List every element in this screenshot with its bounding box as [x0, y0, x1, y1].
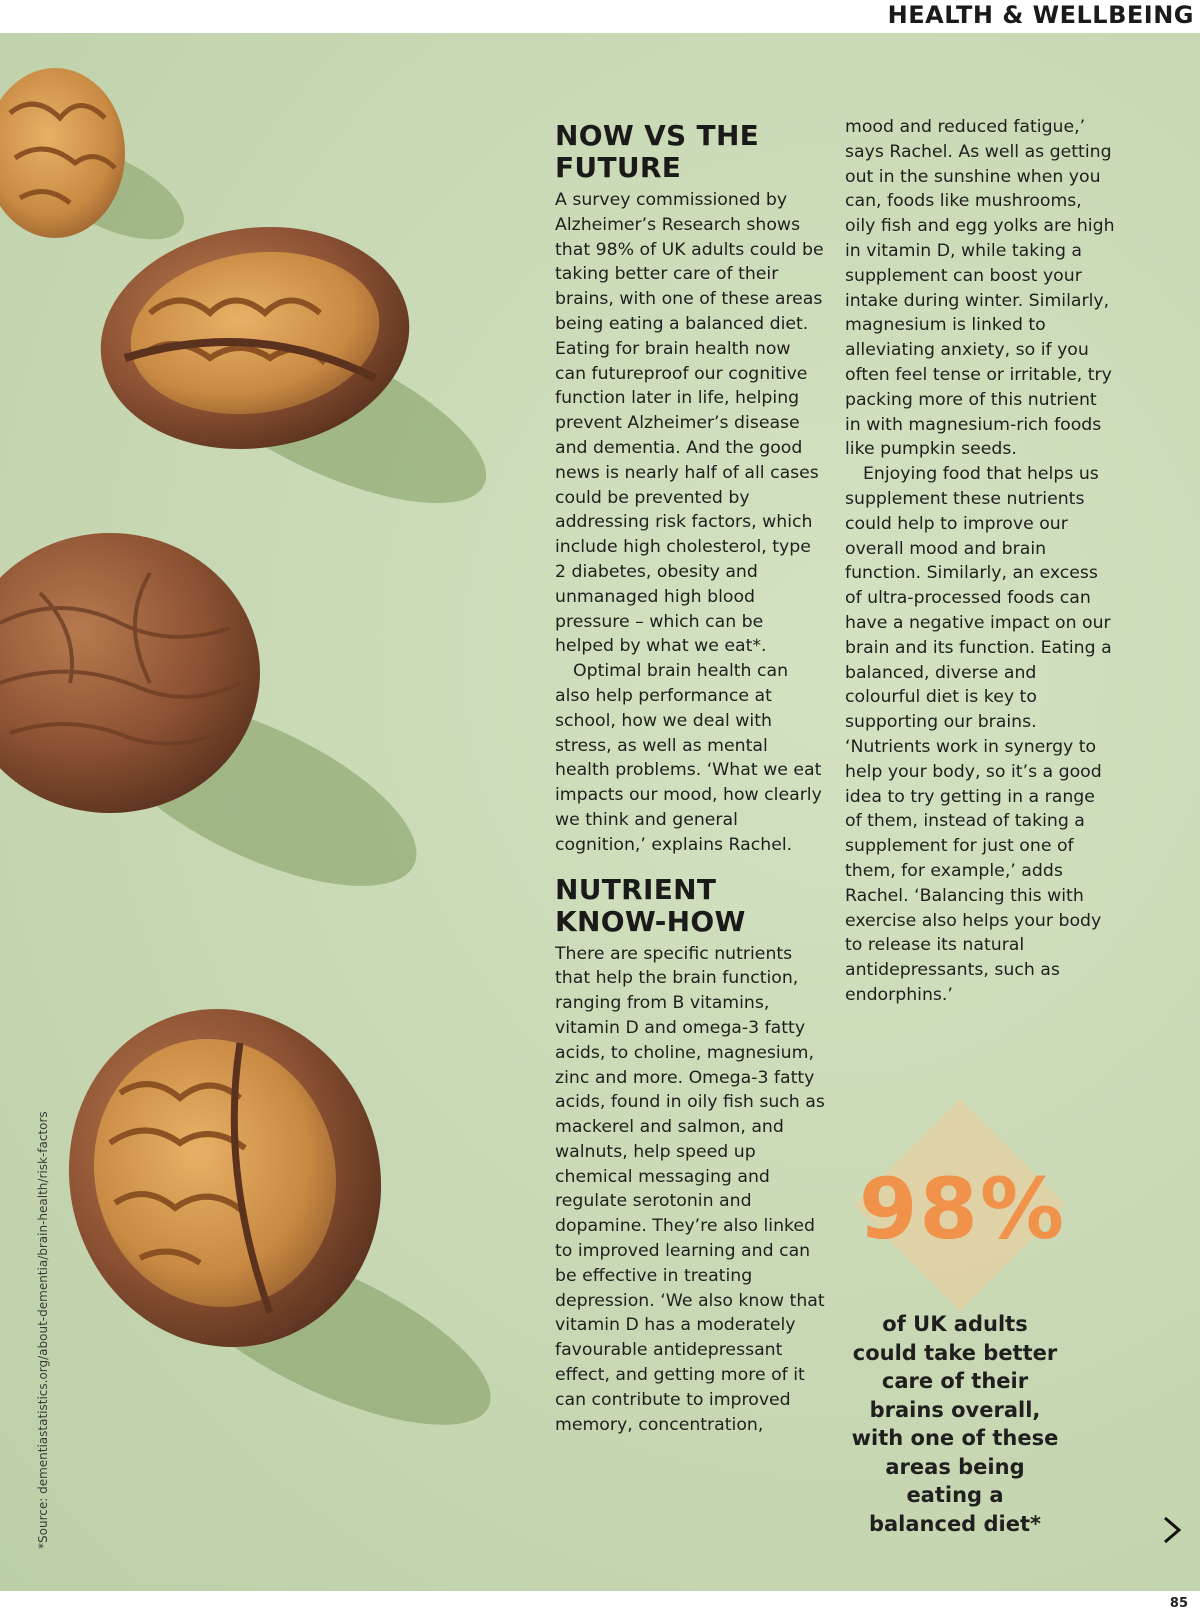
chevron-right-icon[interactable] [1160, 1515, 1184, 1545]
stat-callout [850, 1100, 1100, 1536]
stat-value: 98% [858, 1160, 1067, 1258]
paragraph: Optimal brain health can also help performance at school, how we deal with stress, as well as mental health problems. ‘What we eat impacts our mood, how clearly we think and general cognition,’ explains Rachel. [555, 661, 822, 855]
section-title: HEALTH & WELLBEING [887, 1, 1194, 29]
walnuts-photo [0, 33, 560, 1591]
paragraph: Enjoying food that helps us supplement these nutrients could help to improve our overall mood and brain function. Similarly, an excess of ultra-processed foods can have a negative impact on our brain and its function. Eating a balanced, diverse and colourful diet is key to supporting our brains. ‘Nutrients work in synergy to help your body, so it’s a good idea to try getting in a range of them, instead of taking a supplement for just one of them, for example,’ adds Rachel. ‘Balancing this with exercise also helps your body to release its natural antidepressants, such as endorphins.’ [845, 464, 1112, 1005]
heading-now-vs-future: NOW VS THE FUTURE [555, 119, 760, 184]
heading-nutrient-know-how: NUTRIENT KNOW-HOW [555, 872, 746, 938]
source-note: *Source: dementiastatistics.org/about-dementia/brain-health/risk-factors [36, 1111, 50, 1549]
stat-caption: of UK adults could take better care of their brains overall, with one of these areas being eating a balanced diet* [851, 1312, 1059, 1536]
page-number: 85 [1169, 1596, 1188, 1611]
article-column-left [555, 120, 827, 1437]
paragraph: A survey commissioned by Alzheimer’s Research shows that 98% of UK adults could be taking better care of their brains, with one of these areas being eating a balanced diet. Eating for brain health now can futureproof our cognitive function later in life, helping prevent Alzheimer’s disease and dementia. And the good news is nearly half of all cases could be prevented by addressing risk factors, which include high cholesterol, type 2 diabetes, obesity and unmanaged high blood pressure – which can be helped by what we eat*. [555, 190, 824, 657]
paragraph: There are specific nutrients that help the brain function, ranging from B vitamins, vitamin D and omega-3 fatty acids, to choline, magnesium, zinc and more. Omega-3 fatty acids, found in oily fish such as mackerel and salmon, and walnuts, help speed up chemical messaging and regulate serotonin and dopamine. They’re also linked to improved learning and can be effective in treating depression. ‘We also know that vitamin D has a moderately favourable antidepressant effect, and getting more of it can contribute to improved memory, concentration, [555, 943, 825, 1435]
paragraph: mood and reduced fatigue,’ says Rachel. As well as getting out in the sunshine when you can, foods like mushrooms, oily fish and egg yolks are high in vitamin D, while taking a supplement can boost your intake during winter. Similarly, magnesium is linked to alleviating anxiety, so if you often feel tense or irritable, try packing more of this nutrient in with magnesium-rich foods like pumpkin seeds. [845, 117, 1115, 460]
article-column-right [845, 115, 1117, 1008]
